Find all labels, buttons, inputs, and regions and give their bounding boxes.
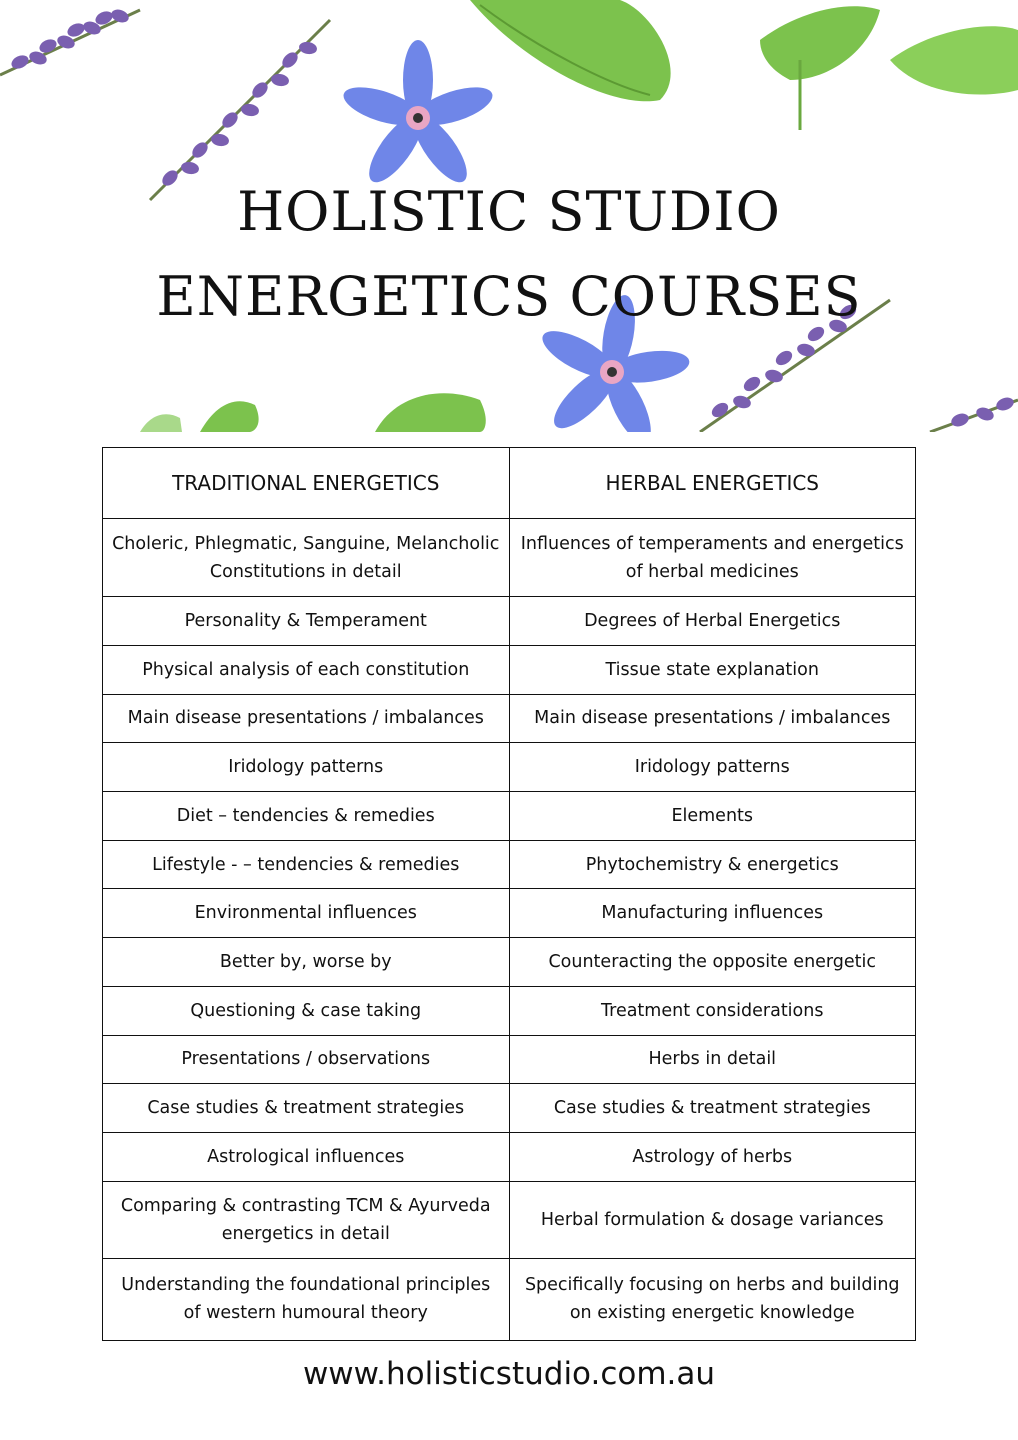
table-cell: Phytochemistry & energetics <box>509 840 916 889</box>
table-cell: Manufacturing influences <box>509 889 916 938</box>
table-row <box>103 986 916 1035</box>
table-row <box>103 1084 916 1133</box>
table-row <box>103 1035 916 1084</box>
table-row <box>103 840 916 889</box>
table-cell: Case studies & treatment strategies <box>103 1084 510 1133</box>
table-cell: Comparing & contrasting TCM & Ayurveda energetics in detail <box>103 1181 510 1258</box>
table-cell: Astrology of herbs <box>509 1132 916 1181</box>
borage-flower <box>339 40 497 190</box>
table-cell: Lifestyle - – tendencies & remedies <box>103 840 510 889</box>
table-cell: Questioning & case taking <box>103 986 510 1035</box>
table-row <box>103 889 916 938</box>
table-cell: Degrees of Herbal Energetics <box>509 597 916 646</box>
table-row <box>103 1132 916 1181</box>
table-cell: Better by, worse by <box>103 938 510 987</box>
table-cell: Treatment considerations <box>509 986 916 1035</box>
table-row <box>103 645 916 694</box>
table-cell: Herbs in detail <box>509 1035 916 1084</box>
table-row <box>103 1181 916 1258</box>
table-cell: Case studies & treatment strategies <box>509 1084 916 1133</box>
table-row <box>103 791 916 840</box>
table-cell: Specifically focusing on herbs and building on existing energetic knowledge <box>509 1258 916 1340</box>
table-row <box>103 694 916 743</box>
table-cell: Diet – tendencies & remedies <box>103 791 510 840</box>
table-cell: Tissue state explanation <box>509 645 916 694</box>
table-cell: Elements <box>509 791 916 840</box>
table-header-row <box>103 448 916 519</box>
courses-table <box>102 447 916 1341</box>
table-row <box>103 938 916 987</box>
table-row <box>103 1258 916 1340</box>
table-cell: Astrological influences <box>103 1132 510 1181</box>
table-cell: Physical analysis of each constitution <box>103 645 510 694</box>
table-row <box>103 519 916 597</box>
table-cell: Main disease presentations / imbalances <box>103 694 510 743</box>
website-url[interactable]: www.holisticstudio.com.au <box>302 1356 716 1392</box>
table-cell: Counteracting the opposite energetic <box>509 938 916 987</box>
lavender-sprig <box>0 7 140 75</box>
table-cell: Understanding the foundational principles of western humoural theory <box>103 1258 510 1340</box>
parsley-leaf <box>760 6 1018 130</box>
page-title-line1: HOLISTIC STUDIO <box>237 180 781 243</box>
table-cell: Influences of temperaments and energetics of herbal medicines <box>509 519 916 597</box>
table-cell: Herbal formulation & dosage variances <box>509 1181 916 1258</box>
table-cell: Personality & Temperament <box>103 597 510 646</box>
table-cell: Iridology patterns <box>103 743 510 792</box>
lavender-sprig <box>150 20 330 200</box>
lemon-balm-leaf <box>470 0 671 101</box>
column-header-herbal: HERBAL ENERGETICS <box>509 448 916 519</box>
table-cell: Environmental influences <box>103 889 510 938</box>
lavender-sprig <box>930 395 1018 432</box>
page-title-line2: ENERGETICS COURSES <box>156 265 862 328</box>
hero-banner <box>0 0 1018 432</box>
table-cell: Choleric, Phlegmatic, Sanguine, Melancholic Constitutions in detail <box>103 519 510 597</box>
table-row <box>103 597 916 646</box>
table-cell: Iridology patterns <box>509 743 916 792</box>
table-row <box>103 743 916 792</box>
table-cell: Main disease presentations / imbalances <box>509 694 916 743</box>
lemon-balm-leaf <box>140 393 486 432</box>
table-cell: Presentations / observations <box>103 1035 510 1084</box>
column-header-traditional: TRADITIONAL ENERGETICS <box>103 448 510 519</box>
